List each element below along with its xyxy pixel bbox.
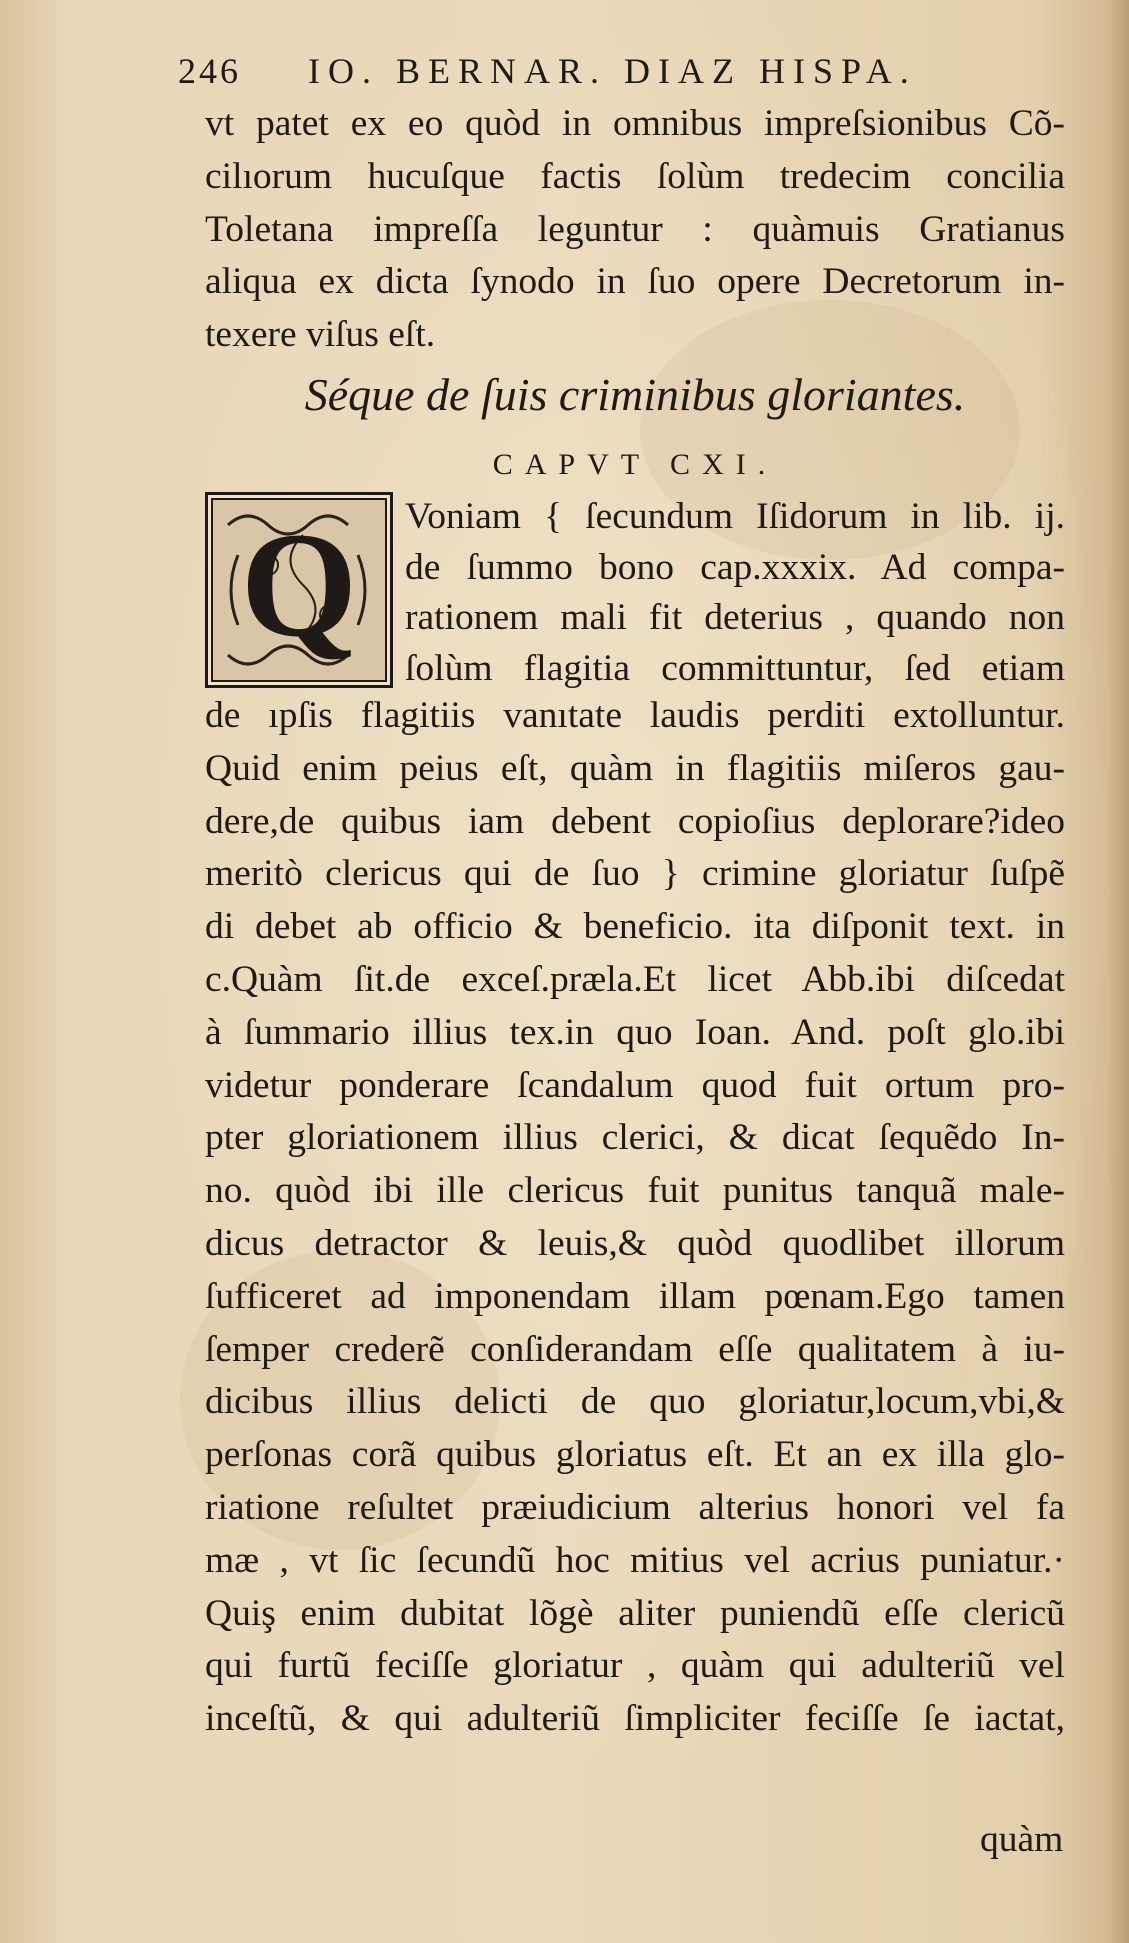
paragraph-1 [205,98,1065,362]
text-line: Quiş enim dubitat lõgè aliter puniendũ eſſe clericũ [205,1592,1065,1634]
text-line: videtur ponderare ſcandalum quod fuit ortum pro- [205,1064,1065,1106]
text-line: qui furtũ feciſſe gloriatur , quàm qui adulteriũ vel [205,1645,1065,1687]
text-line: rationem mali fit deterius , quando non [405,597,1065,638]
text-line: pter gloriationem illius clerici, & dicat ſequẽdo In- [205,1117,1065,1159]
text-line: de ıpſis flagitiis vanıtate laudis perditi extolluntur. [205,695,1065,736]
folio-number: 246 [178,51,241,91]
text-line: à ſummario illius tex.in quo Ioan. And. poſt glo.ibi [205,1011,1065,1053]
text-line: inceſtũ, & qui adulteriũ ſimpliciter feciſſe ſe iactat, [205,1698,1065,1740]
text-line: dicibus illius delicti de quo gloriatur,locum,vbi,& [205,1381,1065,1423]
chapter-heading: CAPVT CXI. [492,448,778,481]
text-line: ſolùm flagitia committuntur, ſed etiam [405,647,1065,689]
running-head: IO. BERNAR. DIAZ HISPA. [308,51,917,91]
text-line: ſemper crederẽ conſiderandam eſſe qualitatem à iu- [205,1328,1065,1370]
initial-letter: Q [240,502,358,668]
text-line: no. quòd ibi ille clericus fuit punitus tanquã male- [205,1170,1065,1212]
text-line: Voniam { ſecundum Iſidorum in lib. ij. [405,496,1065,537]
page-edge-shadow [1107,0,1129,1943]
text-line: texere viſus eſt. [205,314,436,356]
page-header [178,50,1078,98]
text-line: di debet ab officio & beneficio. ita diſponit text. in [205,906,1065,948]
text-line: de ſummo bono cap.xxxix. Ad compa- [405,546,1065,588]
text-line: ſufficeret ad imponendam illam pœnam.Ego tamen [205,1275,1065,1317]
section-title: Séque de ſuis criminibus gloriantes. [304,369,966,420]
text-line: meritò clericus qui de ſuo } crimine gloriatur ſuſpẽ [205,853,1065,895]
text-line: mæ , vt ſic ſecundũ hoc mitius vel acrius puniatur.· [205,1539,1065,1581]
text-line: vt patet ex eo quòd in omnibus impreſsionibus Cõ- [205,103,1065,144]
text-line: c.Quàm ſit.de exceſ.præla.Et licet Abb.ibi diſcedat [205,958,1065,1000]
text-line: Quid enim peius eſt, quàm in flagitiis miſeros gau- [205,747,1065,789]
text-line: cilıorum hucuſque factis ſolùm tredecim concilia [205,155,1065,197]
text-line: perſonas corã quibus gloriatus eſt. Et an ex illa glo- [205,1434,1065,1476]
text-line: Toletana impreſſa leguntur : quàmuis Gratianus [205,208,1065,250]
paragraph-2-beside-initial [405,492,1065,694]
decorated-initial [205,492,393,688]
text-line: dicus detractor & leuis,& quòd quodlibet illorum [205,1222,1065,1264]
text-line: aliqua ex dicta ſynodo in ſuo opere Decretorum in- [205,261,1065,303]
text-line: dere,de quibus iam debent copioſius deplorare?ideo [205,800,1065,842]
ornament-icon [208,495,390,685]
paragraph-2 [205,690,1065,1746]
catchword: quàm [980,1819,1064,1860]
text-line: riatione reſultet præiudicium alterius honori vel fa [205,1486,1065,1528]
